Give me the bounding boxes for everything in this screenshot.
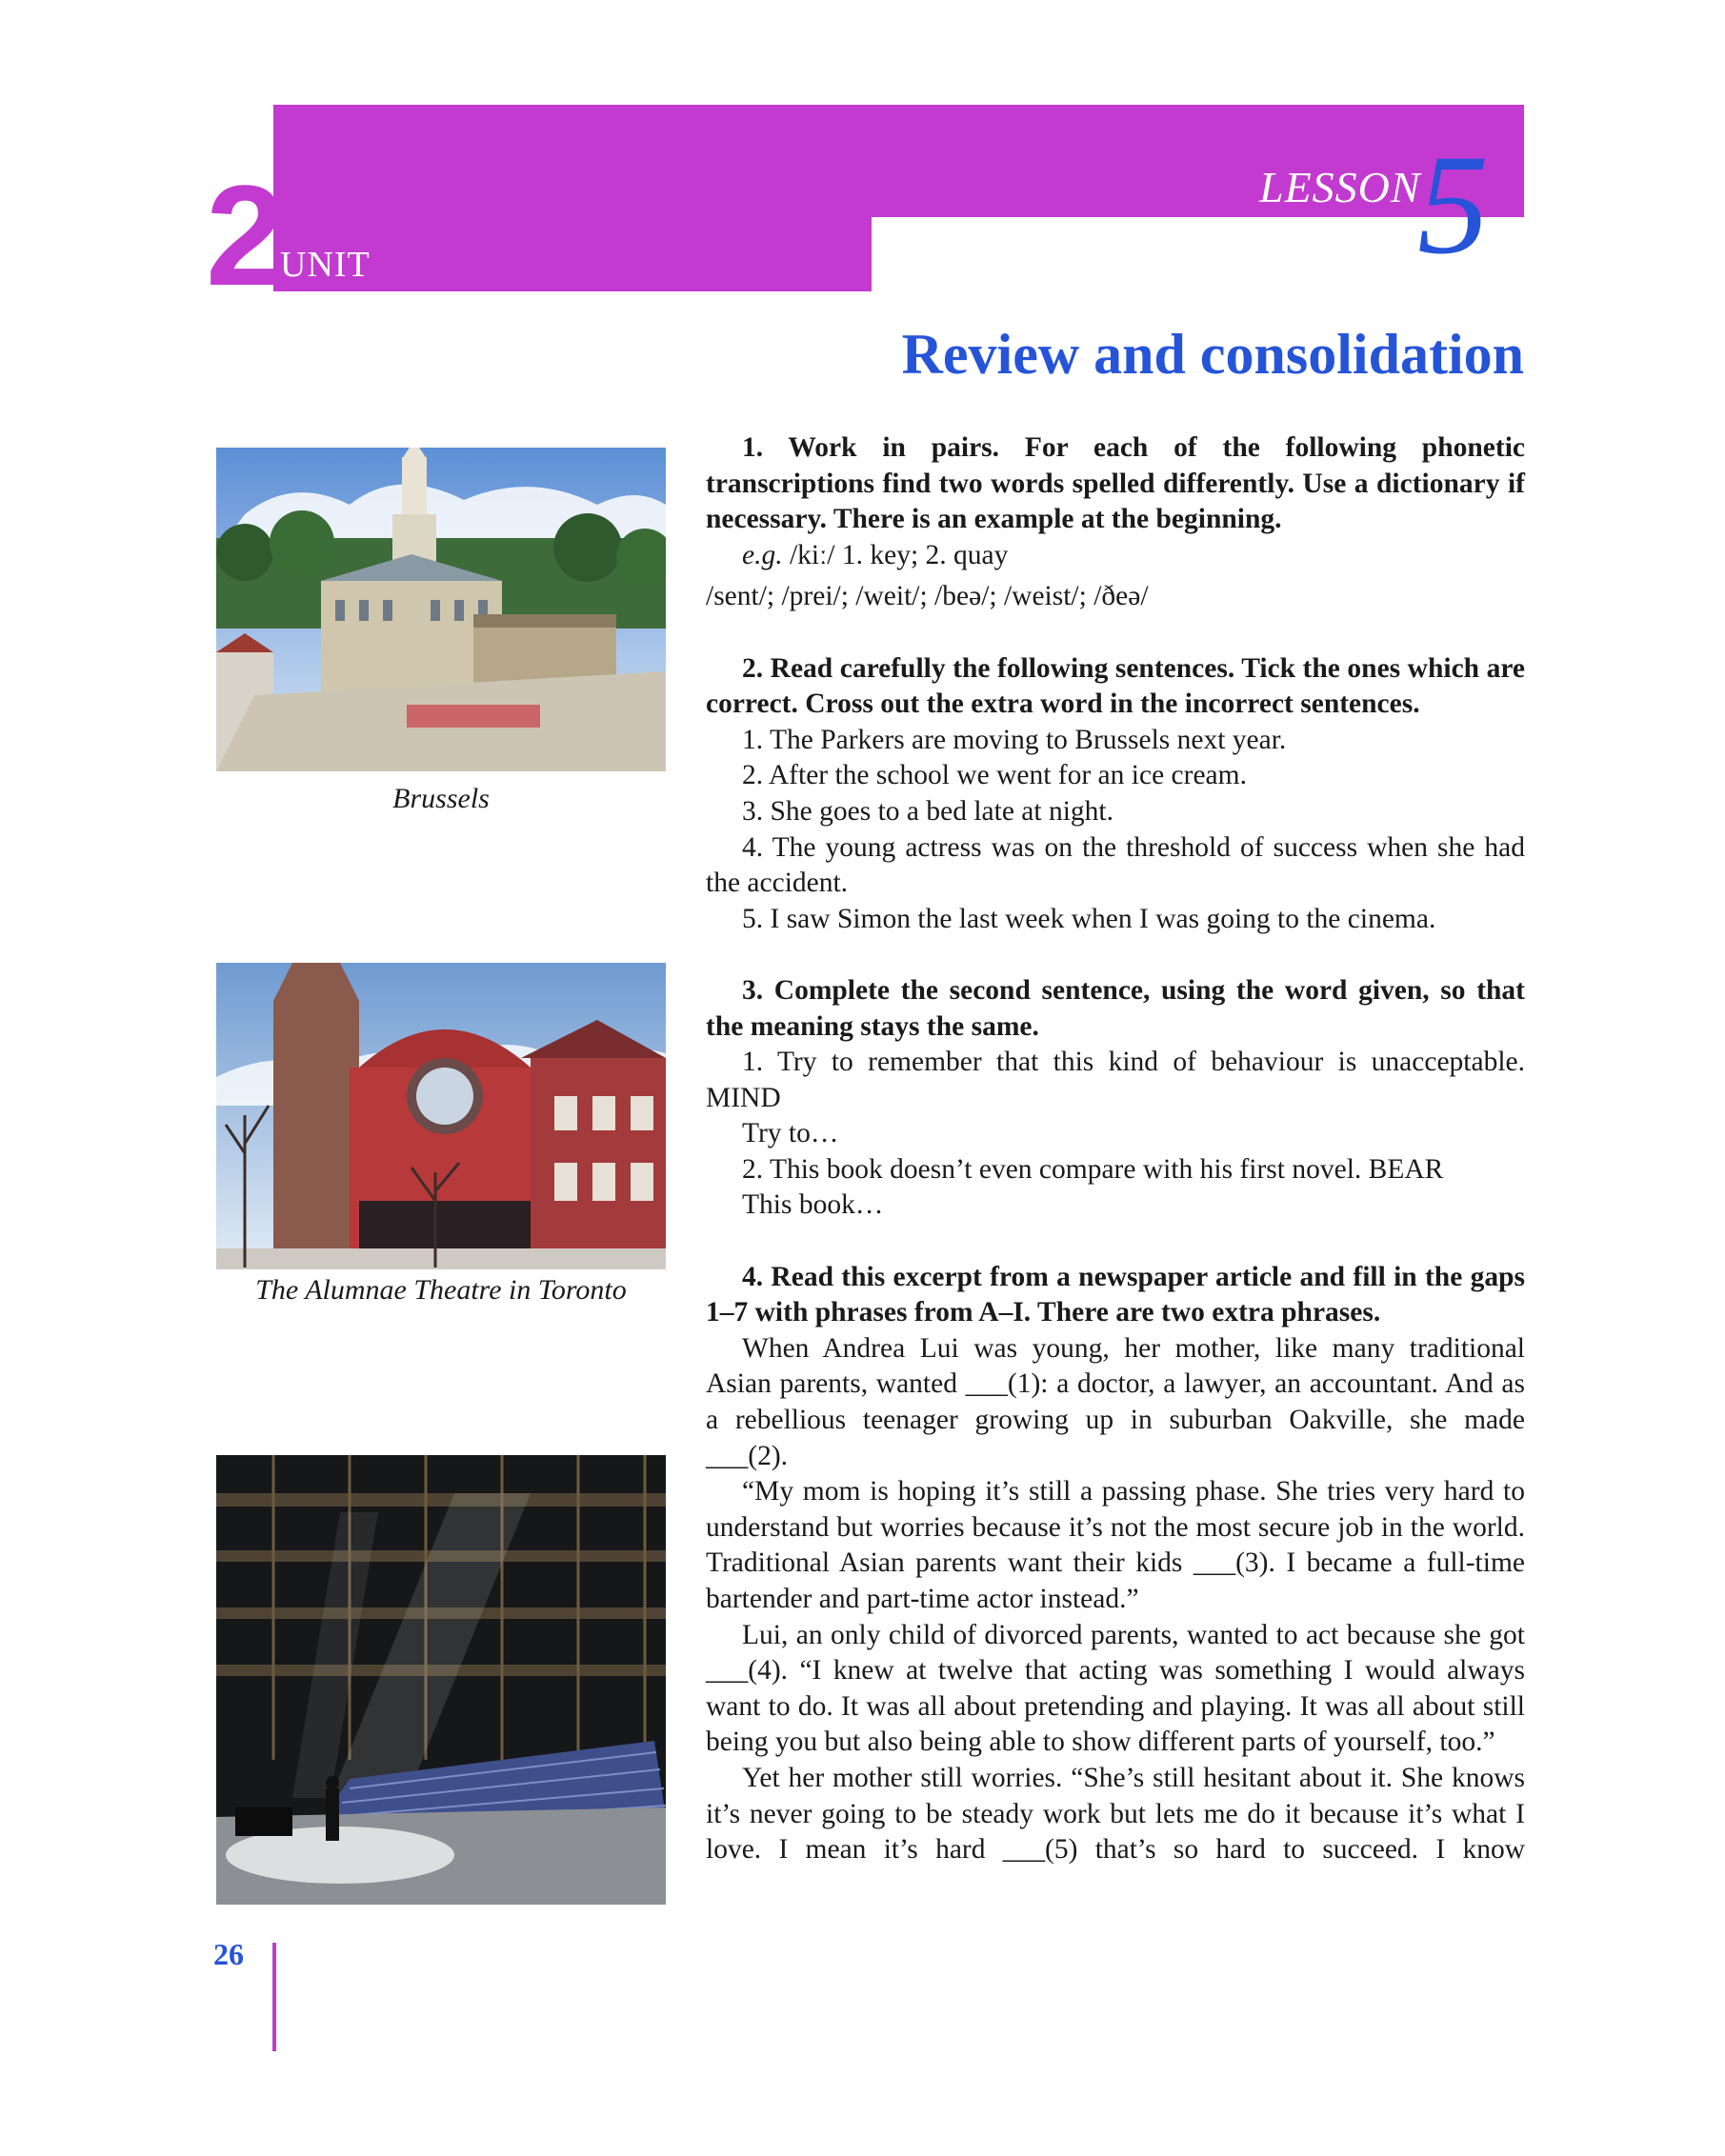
exercise-4-instruction: 4. Read this excerpt from a newspaper article and fill in the gaps 1–7 with phrases from A–I. There are two extra phrases.: [706, 1261, 1525, 1328]
lesson-label: LESSON: [1259, 163, 1421, 211]
transformation-item: 2. This book doesn’t even compare with his first novel. BEAR: [742, 1153, 1444, 1185]
example-line: [706, 538, 1525, 574]
article-paragraph: When Andrea Lui was young, her mother, like many traditional Asian parents, wanted ___(1): a doctor, a lawyer, an accountant. And as a rebellious teenager growing up in suburban Oakville, she made ___(2).: [706, 1332, 1525, 1471]
article-paragraph: Lui, an only child of divorced parents, wanted to act because she got ___(4). “I knew at twelve that acting was something I would always want to do. It was all about pretending and playing. It was all about still being you but also being able to show different parts of yourself, too.”: [706, 1619, 1525, 1758]
example-tag: e.g.: [742, 539, 783, 570]
theatre-interior-photo: [216, 1455, 666, 1905]
example-text: /kiː/ 1. key; 2. quay: [782, 539, 1009, 570]
sentence-item: 4. The young actress was on the threshold of success when she had the accident.: [706, 831, 1525, 899]
transcription-list: /sent/; /prei/; /weit/; /beə/; /weist/; /ðeə/: [706, 581, 1149, 612]
brussels-photo: [216, 448, 666, 771]
exercise-1-instruction: 1. Work in pairs. For each of the following phonetic transcriptions find two words spelled differently. Use a dictionary if necessary. There is an example at the beginning.: [706, 432, 1525, 535]
footer-rule: [272, 1943, 276, 2051]
page-number: 26: [213, 1937, 244, 1971]
sentence-item: 1. The Parkers are moving to Brussels next year.: [742, 724, 1287, 755]
transformation-start: Try to…: [742, 1118, 839, 1149]
photo-caption: Brussels: [392, 783, 490, 814]
alumnae-theatre-photo: [216, 963, 666, 1269]
unit-label: UNIT: [280, 245, 371, 285]
sentence-item: 5. I saw Simon the last week when I was going to the cinema.: [742, 903, 1436, 934]
lesson-content: [706, 430, 1525, 1868]
transformation-item: 1. Try to remember that this kind of behaviour is unacceptable. MIND: [706, 1047, 1525, 1113]
article-paragraph: Yet her mother still worries. “She’s still hesitant about it. She knows it’s never going to be steady work but lets me do it because it’s what I love. I mean it’s hard ___(5) that’s so hard to succeed. I know: [706, 1762, 1525, 1866]
sentence-item: 2. After the school we went for an ice cream.: [742, 760, 1247, 791]
unit-number: 2: [206, 155, 280, 315]
sentence-item: 3. She goes to a bed late at night.: [742, 795, 1113, 827]
exercise-2-instruction: 2. Read carefully the following sentences. Tick the ones which are correct. Cross out the extra word in the incorrect sentences.: [706, 652, 1525, 720]
transformation-start: This book…: [742, 1189, 884, 1221]
page-title: Review and consolidation: [901, 323, 1524, 386]
photo-caption: The Alumnae Theatre in Toronto: [255, 1274, 627, 1306]
article-paragraph: “My mom is hoping it’s still a passing phase. She tries very hard to understand but worries because it’s not the most secure job in the world. Traditional Asian parents want their kids ___(3). I became a full-time bartender and part-time actor instead.”: [706, 1476, 1525, 1614]
lesson-number: 5: [1417, 126, 1489, 284]
exercise-3-instruction: 3. Complete the second sentence, using the word given, so that the meaning stays the same.: [706, 974, 1525, 1042]
